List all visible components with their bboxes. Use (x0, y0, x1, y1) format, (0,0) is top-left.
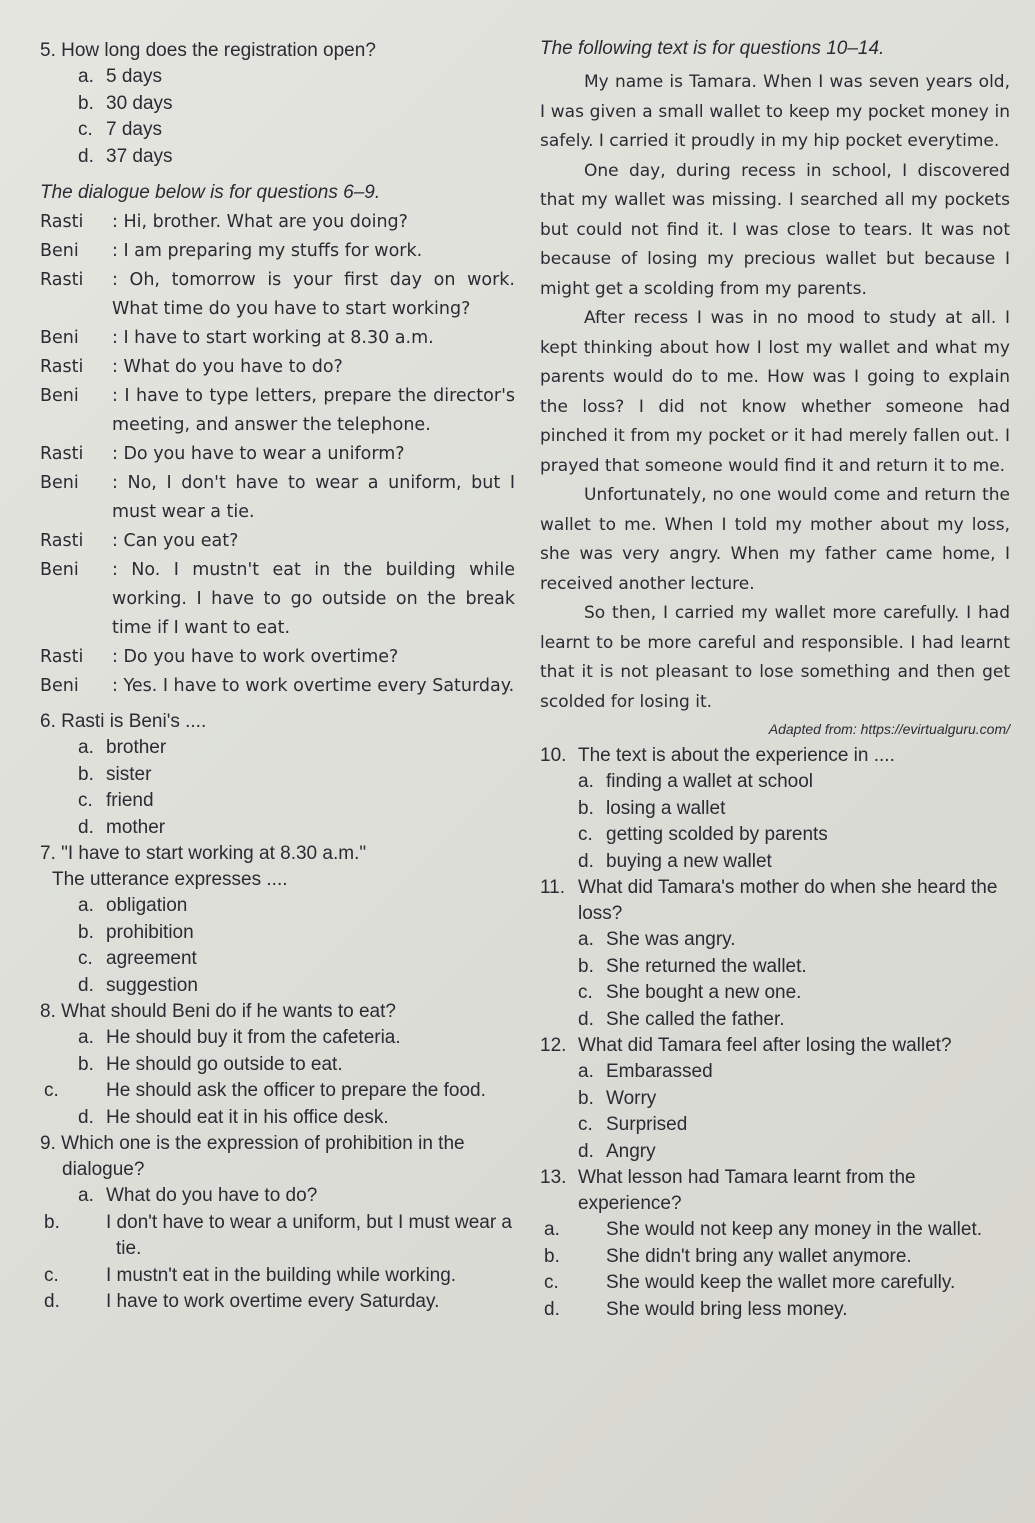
question-10: 10. The text is about the experience in .... a. finding a wallet at school b. losing a wallet c. getting scolded by parents d. buying a new wallet (540, 743, 1010, 875)
option[interactable]: c. Surprised (578, 1114, 688, 1135)
option[interactable]: d. She called the father. (578, 1008, 785, 1030)
option[interactable]: a. obligation (78, 895, 188, 916)
option[interactable]: c. She bought a new one. (578, 982, 802, 1003)
option[interactable]: a. What do you have to do? (78, 1185, 318, 1206)
question-text: What did Tamara feel after losing the wallet? (578, 1035, 952, 1056)
right-column (540, 38, 1010, 1323)
dialogue-line: Beni : I have to start working at 8.30 a.m. (40, 328, 434, 348)
story-text (540, 68, 1010, 717)
option[interactable]: c. agreement (78, 948, 197, 969)
question-text: 5. How long does the registration open? (40, 40, 376, 61)
question-text: 6. Rasti is Beni's .... (40, 711, 207, 732)
question-12: 12. What did Tamara feel after losing the wallet? a. Embarassed b. Worry c. Surprised d. Angry (540, 1033, 1010, 1165)
dialogue-line: Beni : I have to type letters, prepare the director's meeting, and answer the telephone. (40, 386, 515, 435)
option[interactable]: b. I don't have to wear a uniform, but I must wear a tie. (44, 1211, 512, 1259)
question-5 (40, 38, 515, 170)
option[interactable]: d. suggestion (78, 974, 198, 996)
option[interactable]: b. She returned the wallet. (578, 955, 807, 977)
option[interactable]: c. friend (78, 790, 154, 811)
story-paragraph: After recess I was in no mood to study at all. I kept thinking about how I lost my wallet and what my parents would do to me. How was I going to explain the loss? I did not know whether someone had pinched it from my pocket or it had merely fallen out. I prayed that someone would find it and return it to me. (540, 308, 1010, 476)
story-source: Adapted from: https://evirtualguru.com/ (768, 721, 1010, 737)
option[interactable]: d. She would bring less money. (544, 1298, 848, 1320)
question-8 (40, 999, 515, 1131)
story-paragraph: Unfortunately, no one would come and return the wallet to me. When I told my mother about my loss, she was very angry. When my father came home, I received another lecture. (540, 485, 1010, 594)
option[interactable]: b. losing a wallet (578, 797, 726, 819)
dialogue (40, 208, 515, 701)
option[interactable]: b. prohibition (78, 921, 194, 943)
dialogue-line: Rasti : Hi, brother. What are you doing? (40, 212, 408, 232)
option[interactable]: d. buying a new wallet (578, 850, 772, 872)
option[interactable]: b. He should go outside to eat. (78, 1053, 343, 1075)
story-paragraph: My name is Tamara. When I was seven years old, I was given a small wallet to keep my pocket money in safely. I carried it proudly in my hip pocket everytime. (540, 72, 1010, 151)
story-heading: The following text is for questions 10–14. (540, 38, 885, 59)
question-text: What lesson had Tamara learnt from the experience? (578, 1167, 916, 1214)
option[interactable]: b. sister (78, 763, 152, 785)
option[interactable]: a. finding a wallet at school (578, 771, 814, 792)
option[interactable]: c. 7 days (78, 119, 162, 140)
question-6 (40, 709, 515, 841)
dialogue-line: Rasti : Can you eat? (40, 531, 239, 551)
question-text: 8. What should Beni do if he wants to eat? (40, 1001, 396, 1022)
dialogue-line: Rasti : Do you have to work overtime? (40, 647, 399, 667)
option[interactable]: a. Embarassed (578, 1061, 713, 1082)
dialogue-line: Rasti : Do you have to wear a uniform? (40, 444, 405, 464)
option[interactable]: c. She would keep the wallet more carefully. (544, 1272, 956, 1293)
option[interactable]: d. 37 days (78, 145, 173, 167)
question-subtext: The utterance expresses .... (52, 869, 288, 890)
left-column (40, 38, 515, 1316)
question-text: 7. "I have to start working at 8.30 a.m." (40, 843, 367, 864)
option[interactable]: b. 30 days (78, 92, 173, 114)
option[interactable]: a. She would not keep any money in the wallet. (544, 1219, 983, 1240)
option[interactable]: a. 5 days (78, 66, 162, 87)
question-text: 9. Which one is the expression of prohibition in the dialogue? (40, 1133, 465, 1180)
dialogue-heading: The dialogue below is for questions 6–9. (40, 182, 381, 203)
option[interactable]: d. mother (78, 816, 166, 838)
option[interactable]: c. getting scolded by parents (578, 824, 828, 845)
question-text: What did Tamara's mother do when she heard the loss? (578, 877, 998, 924)
question-13: 13. What lesson had Tamara learnt from the experience? a. She would not keep any money in the wallet. b. She didn't bring any wallet anymore. c. She would keep the wallet more carefully. d. She would bring less money. (540, 1165, 1010, 1323)
dialogue-line: Rasti : Oh, tomorrow is your first day on work. What time do you have to start working? (40, 270, 515, 319)
dialogue-line: Beni : No, I don't have to wear a uniform, but I must wear a tie. (40, 473, 515, 522)
dialogue-line: Rasti : What do you have to do? (40, 357, 343, 377)
option[interactable]: d. I have to work overtime every Saturday. (44, 1291, 440, 1312)
option[interactable]: b. Worry (578, 1087, 657, 1109)
question-7 (40, 841, 515, 999)
option[interactable]: a. brother (78, 737, 167, 758)
option[interactable]: d. He should eat it in his office desk. (78, 1106, 389, 1128)
option[interactable]: d. Angry (578, 1140, 656, 1162)
dialogue-line: Beni : Yes. I have to work overtime every Saturday. (40, 676, 515, 696)
dialogue-line: Beni : No. I mustn't eat in the building while working. I have to go outside on the break time if I want to eat. (40, 560, 515, 638)
story-paragraph: So then, I carried my wallet more carefully. I had learnt to be more careful and responsible. I had learnt that it is not pleasant to lose something and then get scolded for losing it. (540, 603, 1010, 712)
question-11: 11. What did Tamara's mother do when she heard the loss? a. She was angry. b. She returned the wallet. c. She bought a new one. d. She called the father. (540, 875, 1010, 1033)
question-9 (40, 1131, 515, 1316)
dialogue-line: Beni : I am preparing my stuffs for work. (40, 241, 423, 261)
story-paragraph: One day, during recess in school, I discovered that my wallet was missing. I searched all my pockets but could not find it. I was close to tears. It was not because of losing my precious wallet but because I might get a scolding from my parents. (540, 160, 1010, 299)
option[interactable]: b. She didn't bring any wallet anymore. (544, 1245, 912, 1267)
option[interactable]: c. I mustn't eat in the building while working. (44, 1264, 457, 1286)
option[interactable]: a. He should buy it from the cafeteria. (78, 1027, 401, 1048)
question-text: The text is about the experience in .... (578, 745, 895, 766)
option[interactable]: c. He should ask the officer to prepare the food. (44, 1080, 486, 1101)
option[interactable]: a. She was angry. (578, 929, 736, 950)
